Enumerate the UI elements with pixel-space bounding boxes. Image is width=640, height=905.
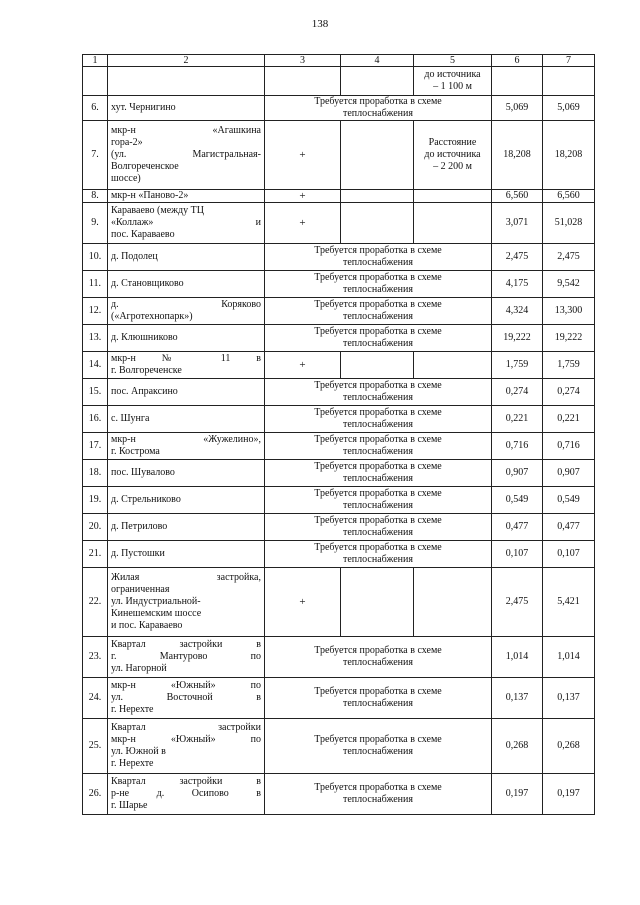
value-col7: 6,560 [543,190,595,203]
value-col6: 2,475 [492,568,543,637]
value-col7: 0,107 [543,541,595,568]
table-row [83,774,595,815]
name-line: ул. Восточной в [111,692,261,703]
plus-mark: + [265,121,341,190]
row-number: 16. [83,406,108,433]
name-line: ул. Южной в [111,746,166,757]
row-number: 22. [83,568,108,637]
design-note [265,96,492,121]
row-number: 23. [83,637,108,678]
value-col7: 0,221 [543,406,595,433]
note-line: теплоснабжения [343,746,413,757]
note-line: теплоснабжения [343,284,413,295]
note-line: теплоснабжения [343,657,413,668]
value-col7: 0,549 [543,487,595,514]
note-line: теплоснабжения [343,794,413,805]
value-col6: 19,222 [492,325,543,352]
design-note [265,719,492,774]
value-col6 [492,67,543,96]
note-line: теплоснабжения [343,257,413,268]
value-col7: 18,208 [543,121,595,190]
design-note [265,637,492,678]
locality-name: д. Клюшниково [108,325,265,352]
name-line: ул. Нагорной [111,663,167,674]
value-col7 [543,67,595,96]
table-row [83,67,595,96]
note-line: теплоснабжения [343,698,413,709]
note-line: теплоснабжения [343,446,413,457]
distance-note [414,67,492,96]
table-row [83,271,595,298]
header-cell: 3 [265,55,341,67]
row-number: 8. [83,190,108,203]
name-line: («Агротехнопарк») [111,311,193,322]
locality-name: мкр-н «Паново-2» [108,190,265,203]
note-line: Требуется проработка в схеме [314,326,442,337]
locality-name: д. Петрилово [108,514,265,541]
design-note [265,244,492,271]
locality-name: с. Шунга [108,406,265,433]
value-col6: 5,069 [492,96,543,121]
cell-col4 [341,190,414,203]
name-line: Волгореченское [111,161,179,172]
note-line: теплоснабжения [343,108,413,119]
row-number: 21. [83,541,108,568]
distance-line: до источника [424,149,481,160]
cell-col4 [341,67,414,96]
value-col6: 0,197 [492,774,543,815]
name-line: ограниченная [111,584,170,595]
row-number: 14. [83,352,108,379]
header-cell: 1 [83,55,108,67]
row-number: 15. [83,379,108,406]
table-row [83,298,595,325]
note-line: Требуется проработка в схеме [314,686,442,697]
table-row [83,406,595,433]
name-line: г. Нерехте [111,704,154,715]
locality-name: д. Стрельниково [108,487,265,514]
name-line: «Коллаж» и [111,217,261,228]
cell-col5 [414,568,492,637]
note-line: Требуется проработка в схеме [314,782,442,793]
design-note [265,541,492,568]
cell-col5 [414,203,492,244]
value-col6: 0,221 [492,406,543,433]
row-number: 17. [83,433,108,460]
distance-line: – 1 100 м [433,81,472,92]
design-note [265,460,492,487]
note-line: Требуется проработка в схеме [314,245,442,256]
note-line: Требуется проработка в схеме [314,434,442,445]
cell-col3 [265,67,341,96]
locality-name [108,719,265,774]
design-note [265,298,492,325]
name-line: г. Мантурово по [111,651,261,662]
value-col7: 0,197 [543,774,595,815]
name-line: шоссе) [111,173,141,184]
design-note [265,487,492,514]
locality-name [108,774,265,815]
row-number: 20. [83,514,108,541]
name-line: и пос. Караваево [111,620,183,631]
design-note [265,514,492,541]
table-row [83,190,595,203]
row-number: 10. [83,244,108,271]
plus-mark: + [265,352,341,379]
distance-line: до источника [424,69,481,80]
row-number: 18. [83,460,108,487]
name-line: Кинешемским шоссе [111,608,202,619]
name-line: г. Волгореченске [111,365,182,376]
value-col6: 4,324 [492,298,543,325]
name-line: г. Нерехте [111,758,154,769]
table-row [83,541,595,568]
locality-name [108,433,265,460]
name-line: пос. Караваево [111,229,175,240]
name-line: г. Кострома [111,446,160,457]
row-number: 9. [83,203,108,244]
design-note [265,325,492,352]
value-col6: 18,208 [492,121,543,190]
name-line: мкр-н «Жужелино», [111,434,261,445]
name-line: г. Шарье [111,800,148,811]
table-row [83,379,595,406]
name-line: Жилая застройка, [111,572,261,583]
table-row [83,568,595,637]
row-number: 26. [83,774,108,815]
value-col7: 51,028 [543,203,595,244]
locality-name [108,352,265,379]
data-table [82,54,595,815]
value-col6: 3,071 [492,203,543,244]
value-col7: 19,222 [543,325,595,352]
table-row [83,121,595,190]
note-line: Требуется проработка в схеме [314,380,442,391]
table-row [83,460,595,487]
note-line: Требуется проработка в схеме [314,734,442,745]
name-line: мкр-н № 11 в [111,353,261,364]
name-line: р-не д. Осипово в [111,788,261,799]
name-line: мкр-н «Агашкина [111,125,261,136]
table-row [83,487,595,514]
value-col7: 0,137 [543,678,595,719]
value-col6: 6,560 [492,190,543,203]
value-col7: 0,716 [543,433,595,460]
header-cell: 5 [414,55,492,67]
name-line: (ул. Магистральная- [111,149,261,160]
value-col7: 5,421 [543,568,595,637]
table-row [83,719,595,774]
locality-name [108,568,265,637]
header-row [83,55,595,67]
design-note [265,271,492,298]
table-row [83,352,595,379]
row-number: 25. [83,719,108,774]
locality-name: пос. Шувалово [108,460,265,487]
design-note [265,379,492,406]
row-number: 13. [83,325,108,352]
name-line: Квартал застройки в [111,639,261,650]
locality-name [108,67,265,96]
note-line: Требуется проработка в схеме [314,461,442,472]
header-cell: 6 [492,55,543,67]
design-note [265,433,492,460]
value-col7: 0,268 [543,719,595,774]
table-row [83,244,595,271]
plus-mark: + [265,190,341,203]
table-row [83,433,595,460]
value-col7: 0,274 [543,379,595,406]
value-col6: 0,716 [492,433,543,460]
plus-mark: + [265,203,341,244]
table-row [83,203,595,244]
note-line: Требуется проработка в схеме [314,96,442,107]
locality-name: д. Подолец [108,244,265,271]
note-line: теплоснабжения [343,500,413,511]
locality-name [108,637,265,678]
name-line: гора-2» [111,137,143,148]
distance-line: – 2 200 м [433,161,472,172]
value-col7: 0,477 [543,514,595,541]
row-number: 24. [83,678,108,719]
value-col7: 13,300 [543,298,595,325]
note-line: теплоснабжения [343,311,413,322]
row-number: 11. [83,271,108,298]
value-col6: 2,475 [492,244,543,271]
value-col6: 1,759 [492,352,543,379]
value-col6: 1,014 [492,637,543,678]
locality-name: пос. Апраксино [108,379,265,406]
row-number: 12. [83,298,108,325]
note-line: теплоснабжения [343,527,413,538]
name-line: Квартал застройки в [111,776,261,787]
locality-name [108,678,265,719]
distance-note [414,121,492,190]
plus-mark: + [265,568,341,637]
distance-line: Расстояние [428,137,477,148]
cell-col4 [341,352,414,379]
locality-name: хут. Чернигино [108,96,265,121]
locality-name [108,203,265,244]
header-cell: 4 [341,55,414,67]
note-line: Требуется проработка в схеме [314,542,442,553]
table-row [83,678,595,719]
table-row [83,637,595,678]
value-col6: 0,907 [492,460,543,487]
design-note [265,774,492,815]
note-line: теплоснабжения [343,338,413,349]
name-line: Квартал застройки [111,722,261,733]
table-row [83,325,595,352]
header-cell: 2 [108,55,265,67]
locality-name [108,121,265,190]
header-cell: 7 [543,55,595,67]
cell-col4 [341,568,414,637]
value-col6: 0,268 [492,719,543,774]
value-col6: 4,175 [492,271,543,298]
note-line: Требуется проработка в схеме [314,645,442,656]
locality-name: д. Становщиково [108,271,265,298]
name-line: д. Коряково [111,299,261,310]
note-line: Требуется проработка в схеме [314,515,442,526]
note-line: теплоснабжения [343,554,413,565]
page-number: 138 [311,18,329,30]
row-number [83,67,108,96]
note-line: Требуется проработка в схеме [314,488,442,499]
table-row [83,96,595,121]
cell-col5 [414,190,492,203]
value-col7: 5,069 [543,96,595,121]
value-col7: 1,759 [543,352,595,379]
locality-name [108,298,265,325]
name-line: ул. Индустриальной- [111,596,201,607]
design-note [265,406,492,433]
note-line: теплоснабжения [343,473,413,484]
value-col6: 0,549 [492,487,543,514]
name-line: мкр-н «Южный» по [111,680,261,691]
value-col6: 0,137 [492,678,543,719]
note-line: Требуется проработка в схеме [314,299,442,310]
row-number: 7. [83,121,108,190]
value-col7: 9,542 [543,271,595,298]
cell-col5 [414,352,492,379]
note-line: Требуется проработка в схеме [314,407,442,418]
value-col6: 0,107 [492,541,543,568]
locality-name: д. Пустошки [108,541,265,568]
cell-col4 [341,121,414,190]
row-number: 19. [83,487,108,514]
name-line: мкр-н «Южный» по [111,734,261,745]
note-line: Требуется проработка в схеме [314,272,442,283]
row-number: 6. [83,96,108,121]
design-note [265,678,492,719]
note-line: теплоснабжения [343,419,413,430]
name-line: Караваево (между ТЦ [111,205,204,216]
value-col6: 0,274 [492,379,543,406]
table-row [83,514,595,541]
value-col7: 2,475 [543,244,595,271]
note-line: теплоснабжения [343,392,413,403]
value-col7: 0,907 [543,460,595,487]
value-col7: 1,014 [543,637,595,678]
cell-col4 [341,203,414,244]
value-col6: 0,477 [492,514,543,541]
